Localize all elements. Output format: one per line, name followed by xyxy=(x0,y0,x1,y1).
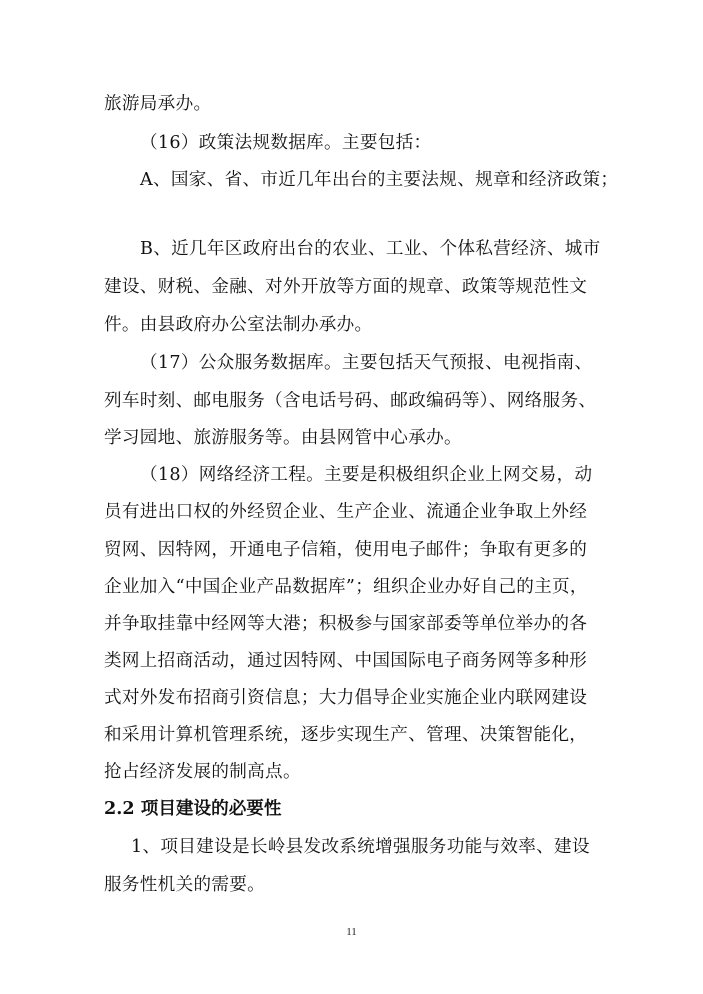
paragraph-line: 和采用计算机管理系统，逐步实现生产、管理、决策智能化， xyxy=(104,725,588,745)
paragraph-line: A、国家、省、市近几年出台的主要法规、规章和经济政策； xyxy=(140,170,619,190)
paragraph-line: 列车时刻、邮电服务（含电话号码、邮政编码等）、网络服务、 xyxy=(104,391,597,411)
paragraph-line: 类网上招商活动，通过因特网、中国国际电子商务网等多种形 xyxy=(104,651,588,671)
paragraph-line: 员有进出口权的外经贸企业、生产企业、流通企业争取上外经 xyxy=(104,502,588,522)
paragraph-line: （16）政策法规数据库。主要包括： xyxy=(140,133,432,153)
paragraph-line: 旅游局承办。 xyxy=(104,94,212,114)
page-number: 11 xyxy=(346,926,357,938)
paragraph-line: 抢占经济发展的制高点。 xyxy=(104,762,301,782)
paragraph-line: （18）网络经济工程。主要是积极组织企业上网交易，动 xyxy=(140,465,593,485)
paragraph-line: B、近几年区政府出台的农业、工业、个体私营经济、城市 xyxy=(140,239,601,259)
paragraph-line: （17）公众服务数据库。主要包括天气预报、电视指南、 xyxy=(140,353,593,373)
paragraph-line: 贸网、因特网，开通电子信箱，使用电子邮件；争取有更多的 xyxy=(104,540,588,560)
paragraph-line: 服务性机关的需要。 xyxy=(104,875,266,895)
paragraph-line: 并争取挂靠中经网等大港；积极参与国家部委等单位举办的各 xyxy=(104,614,588,634)
paragraph-line: 式对外发布招商引资信息；大力倡导企业实施企业内联网建设 xyxy=(104,688,588,708)
paragraph-line: 建设、财税、金融、对外开放等方面的规章、政策等规范性文 xyxy=(104,277,588,297)
section-heading: 2.2 项目建设的必要性 xyxy=(104,798,282,819)
paragraph-line: 件。由县政府办公室法制办承办。 xyxy=(104,315,373,335)
paragraph-line: 学习园地、旅游服务等。由县网管中心承办。 xyxy=(104,428,462,448)
paragraph-line: 1、项目建设是长岭县发改系统增强服务功能与效率、建设 xyxy=(131,837,590,857)
paragraph-line: 企业加入“中国企业产品数据库”；组织企业办好自己的主页， xyxy=(104,577,588,597)
